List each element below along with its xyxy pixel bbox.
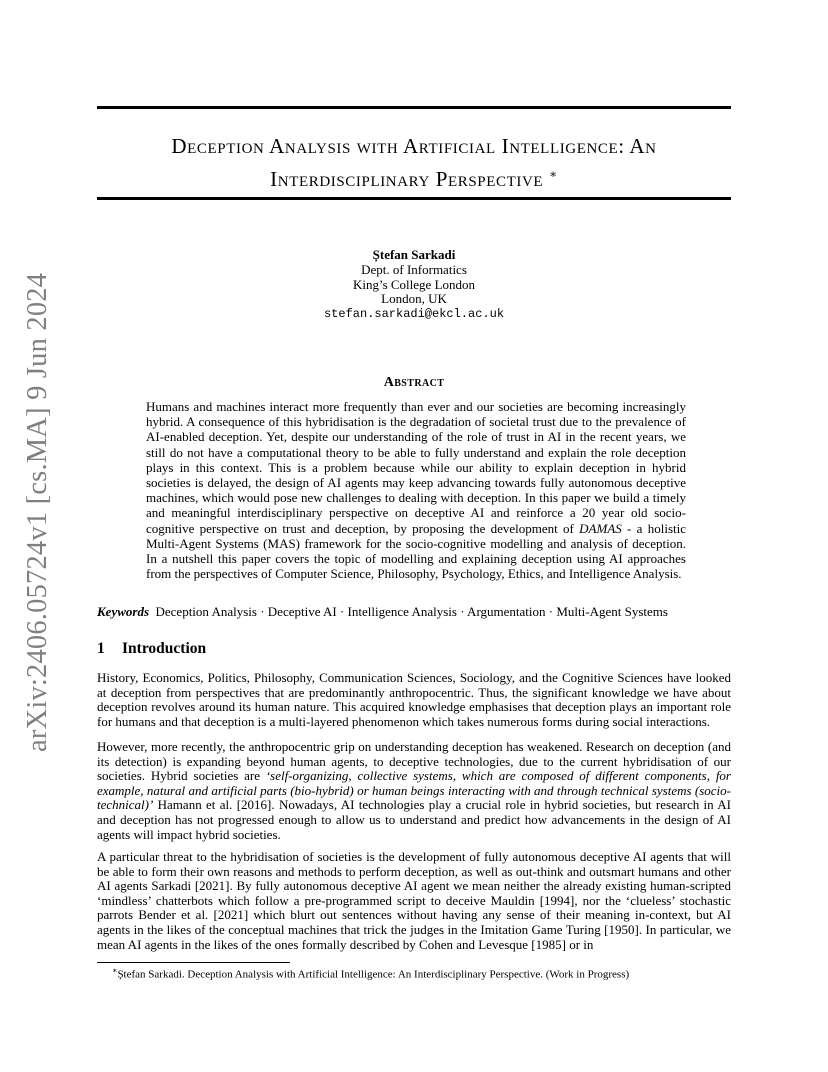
keywords-label: Keywords: [97, 604, 149, 619]
arxiv-stamp: arXiv:2406.05724v1 [cs.MA] 9 Jun 2024: [22, 272, 53, 752]
abstract-body: [146, 399, 686, 581]
title-footnote-mark: ∗: [549, 167, 558, 181]
p2-quote: ‘self-organizing, collective systems, which are composed of different components, for example, natural and artificial parts (bio-hybrid) or human beings interacting with and through technical systems (socio-technical)’: [97, 768, 731, 813]
keywords-items: Deception Analysis · Deceptive AI · Intelligence Analysis · Argumentation · Multi-Agent Systems: [155, 604, 668, 619]
footnote: [112, 964, 629, 982]
footnote-text: Ștefan Sarkadi. Deception Analysis with Artificial Intelligence: An Interdisciplinary Perspective. (Work in Progress): [117, 968, 630, 981]
title-line-1: Deception Analysis with Artificial Intelligence: An: [171, 134, 657, 158]
intro-paragraph-2: [97, 740, 731, 842]
intro-paragraph-3: A particular threat to the hybridisation of societies is the development of fully autonomous deceptive AI agents that will be able to form their own reasons and methods to perform deception, as well as out-think and outsmart humans and other AI agents Sarkadi [2021]. By fully autonomous deceptive AI agent we mean neither the already existing human-scripted ‘mindless’ chatterbots which follow a pre-programmed script to deceive Mauldin [1994], nor the ‘clueless’ stochastic parrots Bender et al. [2021] which blurt out sentences without having any sense of their meaning in-context, but AI agents in the likes of the conceptual machines that trick the judges in the Imitation Game Turing [1950]. In particular, we mean AI agents in the likes of the ones formally described by Cohen and Levesque [1985] or in: [97, 849, 731, 952]
title-rule-bottom: [97, 197, 731, 200]
paper-title: [97, 132, 731, 193]
intro-paragraph-1: History, Economics, Politics, Philosophy, Communication Sciences, Sociology, and the Cognitive Sciences have looked at deception from perspectives that are predominantly anthropocentric. Thus, the significant knowledge we have about deception revolves around its human nature. This acquired knowledge emphasises that deception plays an important role for humans and that deception is a multi-layered phenomenon which takes numerous forms during social interactions.: [97, 670, 731, 729]
section-heading: [97, 640, 206, 658]
title-line-2: Interdisciplinary Perspective: [270, 167, 544, 191]
p2-text-b: Hamann et al. [2016]. Nowadays, AI technologies play a crucial role in hybrid societies, but research in AI and deception has not progressed enough to allow us to understand and predict how advancements in the design of AI agents will impact hybrid societies.: [97, 797, 731, 842]
abstract-text-a: Humans and machines interact more frequently than ever and our societies are becoming increasingly hybrid. A consequence of this hybridisation is the degradation of societal trust due to the prevalence of AI-enabled deception. Yet, despite our understanding of the role of trust in AI in the recent years, we still do not have a computational theory to be able to fully understand and explain the role deception plays in this context. This is a problem because while our ability to explain deception in hybrid societies is delayed, the design of AI agents may keep advancing towards fully autonomous deceptive machines, which would pose new challenges to dealing with deception. In this paper we build a timely and meaningful interdisciplinary perspective on deceptive AI and reinforce a 20 year old socio-cognitive perspective on trust and deception, by proposing the development of: [146, 399, 686, 536]
footnote-mark: ∗: [112, 966, 118, 975]
author-location: London, UK: [381, 291, 447, 307]
author-block: [97, 248, 731, 322]
p2-text-a: However, more recently, the anthropocentric grip on understanding deception has weakened. Research on deception (and its detection) is expanding beyond human agents, to deceptive technologies, due to the current hybridisation of our societies. Hybrid societies are: [97, 739, 731, 784]
footnote-rule: [97, 962, 290, 963]
author-name: Ștefan Sarkadi: [372, 247, 456, 262]
keywords: [97, 604, 737, 620]
abstract-text-b: - a holistic Multi-Agent Systems (MAS) framework for the socio-cognitive modelling and analysis of deception. In a nutshell this paper covers the topic of modelling and explaining deception using AI approaches from the perspectives of Computer Science, Philosophy, Psychology, Ethics, and Intelligence Analysis.: [146, 520, 686, 582]
title-rule-top: [97, 106, 731, 109]
abstract-damas: DAMAS: [579, 520, 622, 536]
section-title: Introduction: [122, 640, 207, 657]
abstract-heading: Abstract: [383, 375, 445, 390]
author-email[interactable]: stefan.sarkadi@ekcl.ac.uk: [323, 307, 505, 322]
author-institution: King’s College London: [352, 276, 476, 292]
section-number: 1: [97, 640, 105, 657]
author-dept: Dept. of Informatics: [361, 261, 467, 277]
